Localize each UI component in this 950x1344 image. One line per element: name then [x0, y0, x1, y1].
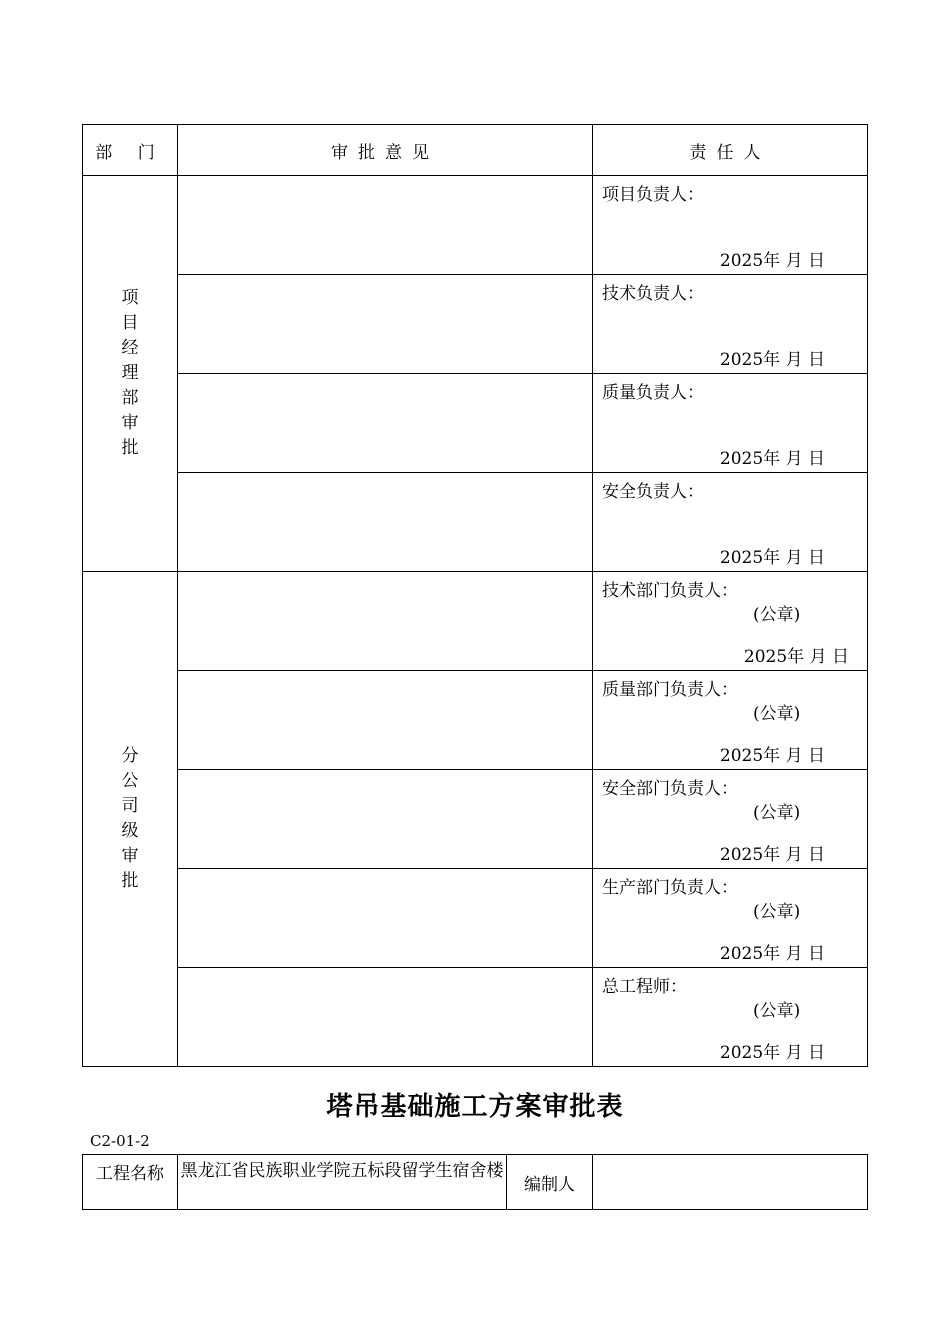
opinion-cell[interactable] [178, 671, 593, 770]
responsible-cell [593, 770, 868, 869]
responsible-cell [593, 572, 868, 671]
date-line: 2025年 月 日 [719, 845, 825, 865]
seal-label: (公章) [753, 902, 801, 922]
responsible-cell [593, 968, 868, 1067]
approval-row [83, 671, 868, 770]
seal-label: (公章) [753, 803, 801, 823]
approval-row [83, 176, 868, 275]
date-line: 2025年 月 日 [719, 350, 825, 370]
role-label: 质量负责人： [602, 383, 704, 403]
date-line: 2025年 月 日 [743, 647, 849, 667]
role-label: 技术部门负责人： [602, 581, 738, 601]
role-label: 项目负责人： [602, 185, 704, 205]
responsible-cell [593, 473, 868, 572]
responsible-cell [593, 176, 868, 275]
role-label: 技术负责人： [602, 284, 704, 304]
responsible-cell [593, 869, 868, 968]
opinion-cell[interactable] [178, 374, 593, 473]
opinion-cell[interactable] [178, 176, 593, 275]
opinion-cell[interactable] [178, 968, 593, 1067]
header-opinion: 审批意见 [178, 125, 593, 176]
author-value[interactable] [593, 1155, 868, 1210]
responsible-cell [593, 275, 868, 374]
approval-row [83, 473, 868, 572]
seal-label: (公章) [753, 704, 801, 724]
role-label: 生产部门负责人： [602, 878, 738, 898]
date-line: 2025年 月 日 [719, 1043, 825, 1063]
date-line: 2025年 月 日 [719, 746, 825, 766]
approval-row [83, 275, 868, 374]
header-dept: 部 门 [83, 125, 178, 176]
opinion-cell[interactable] [178, 275, 593, 374]
role-label: 安全部门负责人： [602, 779, 738, 799]
document-title: 塔吊基础施工方案审批表 [326, 1092, 624, 1122]
date-line: 2025年 月 日 [719, 548, 825, 568]
responsible-cell [593, 671, 868, 770]
dept-project-office [83, 176, 178, 572]
project-info-table [82, 1154, 868, 1210]
approval-row [83, 770, 868, 869]
opinion-cell[interactable] [178, 572, 593, 671]
dept-label: 分公司级审批 [121, 746, 139, 891]
author-label: 编制人 [507, 1155, 593, 1210]
opinion-cell[interactable] [178, 473, 593, 572]
project-name-label: 工程名称 [83, 1155, 178, 1210]
approval-table [82, 124, 868, 1067]
dept-label: 项目经理部审批 [121, 288, 139, 458]
seal-label: (公章) [753, 605, 801, 625]
opinion-cell[interactable] [178, 869, 593, 968]
header-responsible: 责任人 [593, 125, 868, 176]
date-line: 2025年 月 日 [719, 251, 825, 271]
role-label: 质量部门负责人： [602, 680, 738, 700]
form-code: C2-01-2 [90, 1132, 150, 1150]
approval-row [83, 869, 868, 968]
date-line: 2025年 月 日 [719, 449, 825, 469]
role-label: 安全负责人： [602, 482, 704, 502]
approval-row [83, 374, 868, 473]
project-name-value: 黑龙江省民族职业学院五标段留学生宿舍楼 [178, 1155, 507, 1210]
responsible-cell [593, 374, 868, 473]
dept-branch-office [83, 572, 178, 1067]
project-info-row [83, 1155, 868, 1210]
approval-row [83, 572, 868, 671]
date-line: 2025年 月 日 [719, 944, 825, 964]
role-label: 总工程师： [602, 977, 687, 997]
opinion-cell[interactable] [178, 770, 593, 869]
seal-label: (公章) [753, 1001, 801, 1021]
header-row [83, 125, 868, 176]
approval-row [83, 968, 868, 1067]
